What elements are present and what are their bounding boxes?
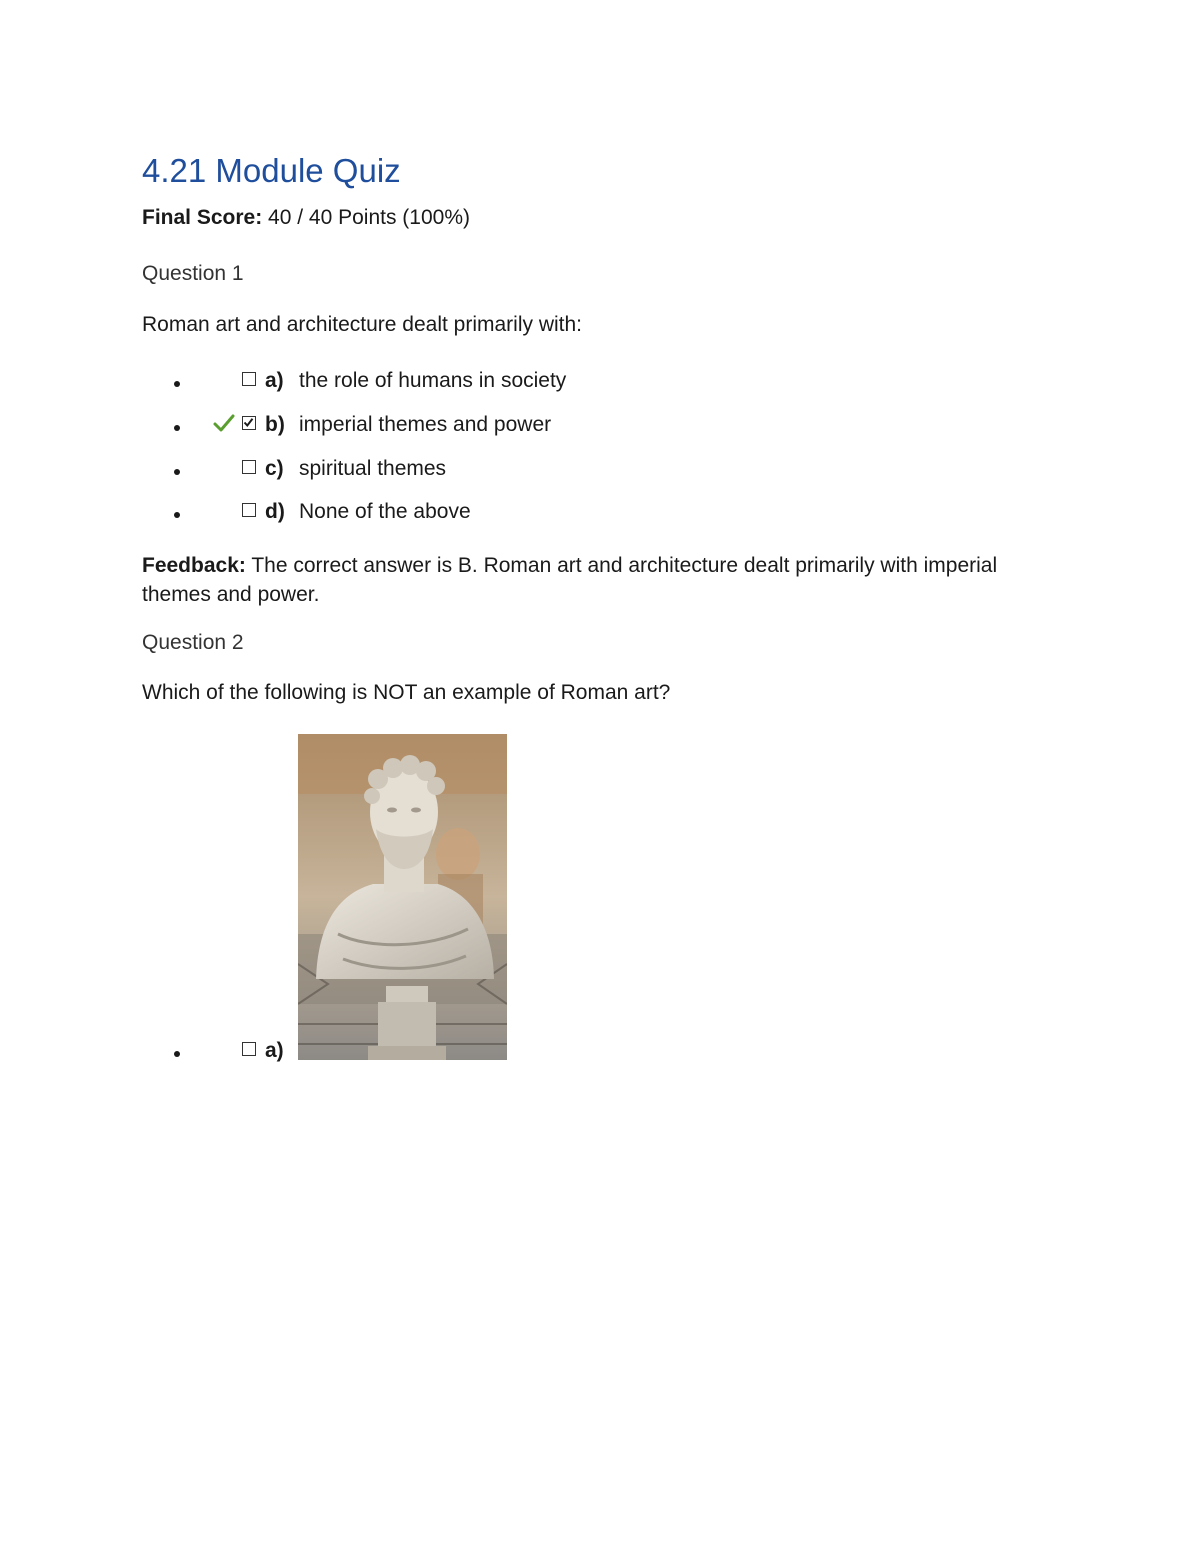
question-2-text: Which of the following is NOT an example of Roman art? [142,681,671,704]
question-2-option-a[interactable] [142,1039,942,1067]
question-1-feedback [142,551,1022,609]
check-mark-icon [212,411,236,435]
feedback-label: Feedback: [142,554,246,577]
question-1-text: Roman art and architecture dealt primarily with: [142,313,583,336]
final-score [142,206,470,230]
question-1-option-b[interactable] [142,413,942,441]
question-1-option-d[interactable] [142,500,942,528]
bust-image-icon [298,734,507,1060]
bullet [174,512,180,518]
checkbox-checked-icon[interactable] [242,416,256,430]
bullet [174,469,180,475]
bullet [174,381,180,387]
final-score-value: 40 / 40 Points (100%) [268,206,470,229]
question-1-option-c[interactable] [142,457,942,485]
option-text: None of the above [299,500,471,523]
quiz-title: 4.21 Module Quiz [142,152,401,189]
option-text: imperial themes and power [299,413,552,436]
option-text: the role of humans in society [299,369,567,392]
option-letter: b) [265,413,285,436]
checkbox-empty-icon[interactable] [242,1042,256,1056]
bullet [174,425,180,431]
question-1-option-a[interactable] [142,369,942,397]
option-letter: c) [265,457,284,480]
bullet [174,1051,180,1057]
option-letter: d) [265,500,285,523]
checkbox-empty-icon[interactable] [242,372,256,386]
checkbox-empty-icon[interactable] [242,460,256,474]
question-1-heading: Question 1 [142,262,244,285]
question-2-heading: Question 2 [142,631,244,654]
option-text: spiritual themes [299,457,447,480]
checkbox-empty-icon[interactable] [242,503,256,517]
option-letter: a) [265,369,284,392]
option-letter: a) [265,1039,284,1062]
marble-bust-photo[interactable] [298,734,507,1060]
feedback-text: The correct answer is B. Roman art and architecture dealt primarily with imperial themes and power. [142,554,998,606]
final-score-label: Final Score: [142,206,263,229]
